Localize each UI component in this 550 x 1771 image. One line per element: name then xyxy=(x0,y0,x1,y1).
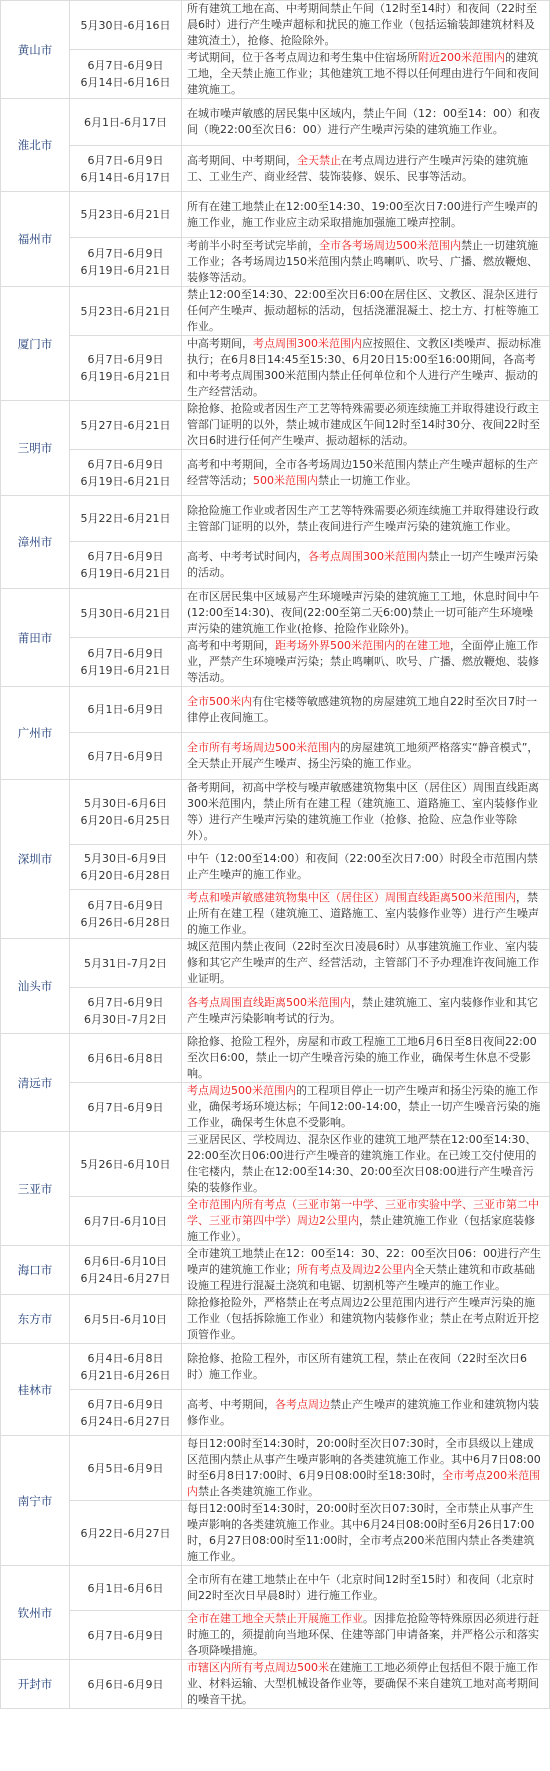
regulation-text: 中午（12:00至14:00）和夜间（22:00至次日7:00）时段全市范围内禁止产生噪声的施工作业。 xyxy=(187,852,538,881)
date-range: 6月20日-6月28日 xyxy=(80,869,171,882)
date-range: 5月30日-6月21日 xyxy=(80,606,171,620)
regulation-text: 城区范围内禁止夜间（22时至次日凌晨6时）从事建筑施工作业、室内装修和其它产生噪声的生产、经营活动，主管部门不予办理准许夜间施工作业证明。 xyxy=(187,940,539,985)
date-cell xyxy=(70,146,182,192)
date-range: 6月6日-6月8日 xyxy=(87,1051,164,1065)
regulation-text: 的工程项目停止一切产生噪声和扬尘污染的施工作业，确保考场环境达标；午间12:00-14:00，禁止一切产生噪音污染的施工作业，确保考生休息不受影响。 xyxy=(187,1084,541,1129)
regulation-text-cell xyxy=(182,401,550,450)
highlighted-range-text: 全市在建工地全天禁止开展施工作业 xyxy=(187,1612,363,1625)
regulation-text: 除抢修、抢险工程外，房屋和市政工程施工工地6月6日至8日夜间22:00至次日6:00，禁止一切产生噪音污染的施工作业，确保考生休息不受影响。 xyxy=(187,1035,537,1080)
date-range: 5月26日-6月10日 xyxy=(80,1157,171,1171)
date-cell xyxy=(70,401,182,450)
regulation-text-cell xyxy=(182,890,550,939)
table-row xyxy=(1,238,550,287)
table-row xyxy=(1,50,550,99)
regulation-text: 有住宅楼等敏感建筑物的房屋建筑工地自22时至次日7时一律停止夜间施工。 xyxy=(187,694,537,724)
city-cell: 东方市 xyxy=(1,1295,70,1344)
date-range: 6月21日-6月26日 xyxy=(80,1368,171,1382)
city-cell: 福州市 xyxy=(1,192,70,287)
date-cell xyxy=(70,1132,182,1197)
regulation-text-cell xyxy=(182,1566,550,1611)
date-range: 6月7日-6月9日 xyxy=(87,353,164,366)
regulation-text: 在市区居民集中区域易产生环境噪声污染的建筑施工工地，休息时间中午(12:00至14:30)、夜间(22:00至第二天6:00)禁止一切可能产生环境噪声污染的建筑施工作业(抢修、抢险作业除外)。 xyxy=(187,590,539,635)
regulation-text: 考前半小时至考试完毕前， xyxy=(187,239,319,252)
regulation-text: 中高考期间， xyxy=(187,337,253,350)
date-cell xyxy=(70,589,182,638)
regulation-text: 所有在建工地禁止在12:00至14:30、19:00至次日7:00进行产生噪声的施工作业，施工作业应主动采取措施加强施工噪声控制。 xyxy=(187,199,538,229)
city-cell: 清远市 xyxy=(1,1034,70,1132)
table-row xyxy=(1,733,550,780)
date-range: 6月26日-6月28日 xyxy=(80,916,171,929)
date-cell xyxy=(70,939,182,988)
date-range: 6月19日-6月21日 xyxy=(80,264,171,277)
date-range: 6月19日-6月21日 xyxy=(80,664,171,677)
regulation-text-cell xyxy=(182,1197,550,1246)
highlighted-range-text: 各考点周围300米范围内 xyxy=(308,550,428,563)
city-cell: 汕头市 xyxy=(1,939,70,1034)
highlighted-range-text: 各考点周边 xyxy=(275,1397,330,1411)
table-row xyxy=(1,146,550,192)
regulation-text-cell xyxy=(182,845,550,890)
date-range: 6月7日-6月9日 xyxy=(87,153,164,167)
date-cell xyxy=(70,638,182,687)
table-row xyxy=(1,1611,550,1660)
regulation-text-cell xyxy=(182,638,550,687)
table-row xyxy=(1,1390,550,1436)
date-range: 6月4日-6月8日 xyxy=(87,1351,164,1365)
regulation-text: 所有建筑工地在高、中考期间禁止午间（12时至14时）和夜间（22时至晨6时）进行产生噪声超标和扰民的施工作业（包括运输装卸建筑材料及建筑渣土），抢修、抢险除外。 xyxy=(187,2,537,47)
date-range: 6月7日-6月9日 xyxy=(87,1397,164,1411)
date-range: 5月31日-7月2日 xyxy=(84,956,167,970)
table-row xyxy=(1,1083,550,1132)
regulation-text: 禁止一切施工作业。 xyxy=(318,473,417,487)
table-row xyxy=(1,450,550,496)
regulation-text: 高考和中考期间，全市各考场周边150米范围内禁止产生噪声超标的生产经营等活动； xyxy=(187,457,538,487)
city-cell: 漳州市 xyxy=(1,496,70,589)
regulation-text: ，禁止所有在建工程（建筑施工、道路施工、室内装修作业等）进行产生噪声的施工作业。 xyxy=(187,891,539,936)
regulation-text: 除抢险施工作业或者因生产工艺等特殊需要必须连续施工并取得建设行政主管部门证明的以外，禁止夜间进行产生噪声污染的建筑施工作业。 xyxy=(187,503,539,533)
regulation-text: 高考、中考期间， xyxy=(187,1397,275,1411)
table-row xyxy=(1,845,550,890)
regulation-text-cell xyxy=(182,1660,550,1709)
highlighted-range-text: 考点和噪声敏感建筑物集中区（居住区）周围直线距离500米范围内 xyxy=(187,891,516,904)
date-range: 6月30日-7月2日 xyxy=(84,1012,167,1026)
date-cell xyxy=(70,450,182,496)
regulation-text-cell xyxy=(182,1083,550,1132)
table-row xyxy=(1,401,550,450)
regulation-text-cell xyxy=(182,99,550,146)
table-row xyxy=(1,780,550,845)
date-cell xyxy=(70,336,182,401)
regulation-text: ，全面停止施工作业，严禁产生环境噪声污染；禁止鸣喇叭、吹号、广播、燃放鞭炮、装修等活动。 xyxy=(187,639,539,684)
table-row xyxy=(1,687,550,733)
regulation-text: 高考和中考期间， xyxy=(187,639,275,652)
table-row xyxy=(1,1660,550,1709)
table-row xyxy=(1,99,550,146)
city-cell: 黄山市 xyxy=(1,1,70,99)
regulation-text: 禁止各类建筑施工作业。 xyxy=(198,1485,319,1498)
regulation-text-cell xyxy=(182,1295,550,1344)
date-range: 6月7日-6月9日 xyxy=(87,550,164,563)
regulation-text-cell xyxy=(182,1501,550,1566)
regulation-text-cell xyxy=(182,450,550,496)
date-cell xyxy=(70,1295,182,1344)
table-row xyxy=(1,1246,550,1295)
table-row xyxy=(1,890,550,939)
date-cell xyxy=(70,1390,182,1436)
regulation-text: 的房屋建筑工地须严格落实“静音模式”，全天禁止开展产生噪声、扬尘污染的施工作业。 xyxy=(187,741,539,770)
date-cell xyxy=(70,845,182,890)
regulation-text: 的建筑工地，全天禁止施工作业；其他建筑工地不得以任何理由进行午间和夜间建筑施工。 xyxy=(187,51,539,96)
date-range: 6月6日-6月10日 xyxy=(84,1255,167,1268)
date-cell xyxy=(70,890,182,939)
regulation-text-cell xyxy=(182,287,550,336)
highlighted-range-text: 500米范围内 xyxy=(253,473,318,487)
regulation-text-cell xyxy=(182,542,550,589)
date-cell xyxy=(70,988,182,1034)
city-cell: 淮北市 xyxy=(1,99,70,192)
highlighted-range-text: 全市各考场周边500米范围内 xyxy=(319,239,461,252)
date-range: 6月5日-6月10日 xyxy=(84,1312,167,1326)
regulation-text-cell xyxy=(182,780,550,845)
table-row xyxy=(1,1034,550,1083)
regulation-text: 除抢修抢险外，严格禁止在考点周边2公里范围内进行产生噪声污染的施工作业（包括拆除施工作业）和建筑物内装修作业；禁止在考点附近开挖顶管作业。 xyxy=(187,1296,539,1341)
regulation-text-cell xyxy=(182,50,550,99)
date-range: 5月27日-6月21日 xyxy=(80,418,171,432)
date-cell xyxy=(70,192,182,238)
regulation-text: 全天禁止建筑和市政基础设施工程进行混凝土浇筑和电锯、切割机等产生噪声的施工作业。 xyxy=(187,1263,535,1292)
date-range: 6月5日-6月9日 xyxy=(87,1461,164,1475)
regulation-text: 在建施工工地必须停止包括但不限于施工作业、材料运输、大型机械设备作业等，要确保不来自建筑工地对高考期间的噪音干扰。 xyxy=(187,1661,539,1706)
table-row xyxy=(1,1436,550,1501)
table-row xyxy=(1,1344,550,1390)
city-cell: 开封市 xyxy=(1,1660,70,1709)
date-range: 6月7日-6月9日 xyxy=(87,1100,164,1114)
date-cell xyxy=(70,542,182,589)
date-range: 6月7日-6月10日 xyxy=(84,1214,167,1228)
table-row xyxy=(1,1566,550,1611)
date-cell xyxy=(70,1344,182,1390)
city-cell: 三明市 xyxy=(1,401,70,496)
date-cell xyxy=(70,687,182,733)
table-row xyxy=(1,1197,550,1246)
regulation-text-cell xyxy=(182,589,550,638)
date-range: 6月7日-6月9日 xyxy=(87,1628,164,1642)
date-cell xyxy=(70,1246,182,1295)
city-cell: 三亚市 xyxy=(1,1132,70,1246)
highlighted-range-text: 附近200米范围内 xyxy=(418,51,505,64)
regulation-text: ，禁止建筑施工作业（包括家庭装修施工作业）。 xyxy=(187,1214,535,1243)
regulation-text-cell xyxy=(182,1,550,50)
regulation-text-cell xyxy=(182,146,550,192)
regulation-text: 高考、中考考试时间内， xyxy=(187,550,308,563)
highlighted-range-text: 考点周边500米范围内 xyxy=(187,1084,296,1097)
regulation-text-cell xyxy=(182,1132,550,1197)
date-range: 5月22日-6月21日 xyxy=(80,512,171,525)
date-range: 5月30日-6月16日 xyxy=(80,18,171,32)
date-cell xyxy=(70,1034,182,1083)
regulation-text-cell xyxy=(182,939,550,988)
date-cell xyxy=(70,733,182,780)
table-row xyxy=(1,1501,550,1566)
date-cell xyxy=(70,496,182,542)
table-row xyxy=(1,1,550,50)
date-cell xyxy=(70,287,182,336)
regulation-text: 全市所有在建工地禁止在中午（北京时间12时至15时）和夜间（北京时间22时至次日早晨8时）进行施工作业。 xyxy=(187,1573,534,1602)
highlighted-range-text: 全市范围内所有考点（三亚市第一中学、三亚市实验中学、三亚市第二中学、三亚市第四中学）周边2公里内 xyxy=(187,1198,539,1227)
regulation-text-cell xyxy=(182,1344,550,1390)
date-range: 6月7日-6月9日 xyxy=(87,995,164,1009)
regulation-text: 除抢修、抢险或者因生产工艺等特殊需要必须连续施工并取得建设行政主管部门证明的以外，禁止城市建成区午间12时至14时30分、夜间22时至次日6时进行任何产生噪声、振动超标的活动。 xyxy=(187,402,540,447)
regulation-text: 高考期间、中考期间， xyxy=(187,153,297,167)
regulation-text-cell xyxy=(182,1390,550,1436)
regulation-text: 禁止产生噪声的建筑施工作业和建筑物内装修作业。 xyxy=(187,1397,539,1427)
city-cell: 厦门市 xyxy=(1,287,70,401)
city-cell: 广州市 xyxy=(1,687,70,780)
date-range: 5月23日-6月21日 xyxy=(80,208,171,221)
date-range: 6月7日-6月9日 xyxy=(87,899,164,912)
table-row xyxy=(1,589,550,638)
highlighted-range-text: 全市考点200米范围内 xyxy=(187,1469,541,1498)
regulation-text-cell xyxy=(182,336,550,401)
date-cell xyxy=(70,1501,182,1566)
regulation-text: 应按照住、文教区I类噪声、振动标准执行；在6月8日14:45至15:30、6月20日15:00至16:00期间，各高考和中考考点周围300米范围内禁止任何单位和个人进行产生噪声、振动的生产经营活动。 xyxy=(187,337,542,398)
regulation-text-cell xyxy=(182,1034,550,1083)
date-range: 6月19日-6月21日 xyxy=(80,370,171,383)
table-row xyxy=(1,542,550,589)
regulation-text: 每日12:00时至14:30时，20:00时至次日07:30时，全市县级以上建成区范围内禁止从事产生噪声影响的各类建筑施工作业。其中6月7日08:00时至6月8日17:00时、6月9日08:00时至18:30时， xyxy=(187,1437,541,1482)
date-range: 6月7日-6月9日 xyxy=(87,59,164,72)
city-cell: 莆田市 xyxy=(1,589,70,687)
highlighted-range-text: 全市所有考场周边500米范围内 xyxy=(187,741,340,754)
regulation-text: 除抢修、抢险工程外，市区所有建筑工程，禁止在夜间（22时至次日6时）施工作业。 xyxy=(187,1351,527,1381)
regulation-text: 在考点周边进行产生噪声污染的建筑施工、工业生产、商业经营、装饰装修、娱乐、民事等活动。 xyxy=(187,153,528,183)
date-range: 6月1日-6月9日 xyxy=(87,703,164,716)
date-cell xyxy=(70,1660,182,1709)
city-cell: 桂林市 xyxy=(1,1344,70,1436)
highlighted-range-text: 全天禁止 xyxy=(297,153,341,167)
date-cell xyxy=(70,1,182,50)
highlighted-range-text: 各考点周围直线距离500米范围内 xyxy=(187,995,351,1009)
date-range: 6月7日-6月9日 xyxy=(87,647,164,660)
regulation-text-cell xyxy=(182,1246,550,1295)
table-row xyxy=(1,988,550,1034)
highlighted-range-text: 距考场外界500米范围内的在建工地 xyxy=(275,639,450,652)
city-cell: 钦州市 xyxy=(1,1566,70,1660)
table-row xyxy=(1,939,550,988)
regulation-text-cell xyxy=(182,733,550,780)
date-range: 6月24日-6月27日 xyxy=(80,1272,171,1285)
regulation-text: 三亚居民区、学校周边、混杂区作业的建筑工地严禁在12:00至14:30、22:00至次日06:00进行产生噪音的建筑施工作业。在已竣工交付使用的住宅楼内，禁止在12:00至14:30、20:00至次日08:00进行产生噪音污染的装修作业。 xyxy=(187,1133,537,1194)
table-row xyxy=(1,287,550,336)
date-range: 6月14日-6月16日 xyxy=(80,76,171,89)
regulation-text: 每日12:00时至14:30时，20:00时至次日07:30时，全市禁止从事产生噪声影响的各类建筑施工作业。其中6月24日08:00时至6月26日17:00时，6月27日08:00时至11:00时，全市考点200米范围内禁止各类建筑施工作业。 xyxy=(187,1502,535,1563)
date-range: 6月1日-6月17日 xyxy=(84,115,167,129)
date-range: 6月14日-6月17日 xyxy=(80,170,171,184)
regulation-text-cell xyxy=(182,192,550,238)
table-row xyxy=(1,192,550,238)
date-cell xyxy=(70,1611,182,1660)
regulation-text-cell xyxy=(182,1436,550,1501)
date-range: 6月7日-6月9日 xyxy=(87,457,164,471)
table-row xyxy=(1,496,550,542)
highlighted-range-text: 考点周围300米范围内 xyxy=(253,337,362,350)
date-cell xyxy=(70,1436,182,1501)
date-range: 6月20日-6月25日 xyxy=(80,814,171,827)
date-range: 6月7日-6月9日 xyxy=(87,247,164,260)
date-cell xyxy=(70,99,182,146)
date-range: 6月24日-6月27日 xyxy=(80,1414,171,1428)
date-cell xyxy=(70,1083,182,1132)
date-cell xyxy=(70,780,182,845)
regulation-text-cell xyxy=(182,496,550,542)
table-row xyxy=(1,336,550,401)
date-range: 6月7日-6月9日 xyxy=(87,749,164,763)
regulation-text: 备考期间，初高中学校与噪声敏感建筑物集中区（居住区）周围直线距离300米范围内，禁止所有在建工程（建筑施工、道路施工、室内装修作业等）进行产生噪声污染的建筑施工作业（抢修、抢险、应急作业等除外）。 xyxy=(187,781,539,842)
date-range: 5月30日-6月6日 xyxy=(84,797,167,810)
regulation-text-cell xyxy=(182,238,550,287)
highlighted-range-text: 市辖区内所有考点周边500米 xyxy=(187,1661,329,1674)
regulation-text: 考试期间，位于各考点周边和考生集中住宿场所 xyxy=(187,51,418,64)
date-range: 6月19日-6月21日 xyxy=(80,474,171,488)
date-range: 6月19日-6月21日 xyxy=(80,567,171,580)
regulation-text: 在城市噪声敏感的居民集中区域内，禁止午间（12：00至14：00）和夜间（晚22:00至次日6：00）进行产生噪声污染的建筑施工作业。 xyxy=(187,107,540,136)
regulation-text-cell xyxy=(182,687,550,733)
city-cell: 南宁市 xyxy=(1,1436,70,1566)
regulation-text: 禁止12:00至14:30、22:00至次日6:00在居住区、文教区、混杂区进行任何产生噪声、振动超标的活动，包括浇灌混凝土、挖土方、打桩等施工作业。 xyxy=(187,288,539,333)
table-body xyxy=(1,1,550,1709)
date-range: 5月23日-6月21日 xyxy=(80,304,171,318)
date-range: 6月22日-6月27日 xyxy=(80,1526,171,1540)
regulation-text: 禁止一切建筑施工作业；各考场周边150米范围内禁止鸣喇叭、吹号、广播、燃放鞭炮、装修等活动。 xyxy=(187,239,538,284)
date-cell xyxy=(70,50,182,99)
regulation-text: 禁止一切产生噪声污染的活动。 xyxy=(187,550,538,579)
highlighted-range-text: 全市500米内 xyxy=(187,694,252,708)
highlighted-range-text: 所有考点及周边2公里内 xyxy=(297,1263,414,1276)
table-row xyxy=(1,638,550,687)
regulation-text-cell xyxy=(182,988,550,1034)
date-cell xyxy=(70,1197,182,1246)
city-cell: 深圳市 xyxy=(1,780,70,939)
regulation-text: 全市建筑工地禁止在12：00至14：30、22：00至次日06：00进行产生噪声的建筑施工作业； xyxy=(187,1247,541,1276)
table-row xyxy=(1,1295,550,1344)
date-cell xyxy=(70,238,182,287)
city-cell: 海口市 xyxy=(1,1246,70,1295)
regulation-text: 。因排危抢险等特殊原因必须进行赶时施工的，须提前向当地环保、住建等部门申请备案，并严格公示和落实各项降噪措施。 xyxy=(187,1612,539,1657)
regulation-text-cell xyxy=(182,1611,550,1660)
date-range: 6月6日-6月9日 xyxy=(87,1677,164,1691)
date-range: 6月1日-6月6日 xyxy=(87,1581,164,1595)
date-range: 5月30日-6月9日 xyxy=(84,852,167,865)
table-row xyxy=(1,1132,550,1197)
date-cell xyxy=(70,1566,182,1611)
regulation-text: ，禁止建筑施工、室内装修作业和其它产生噪声污染影响考试的行为。 xyxy=(187,995,538,1025)
